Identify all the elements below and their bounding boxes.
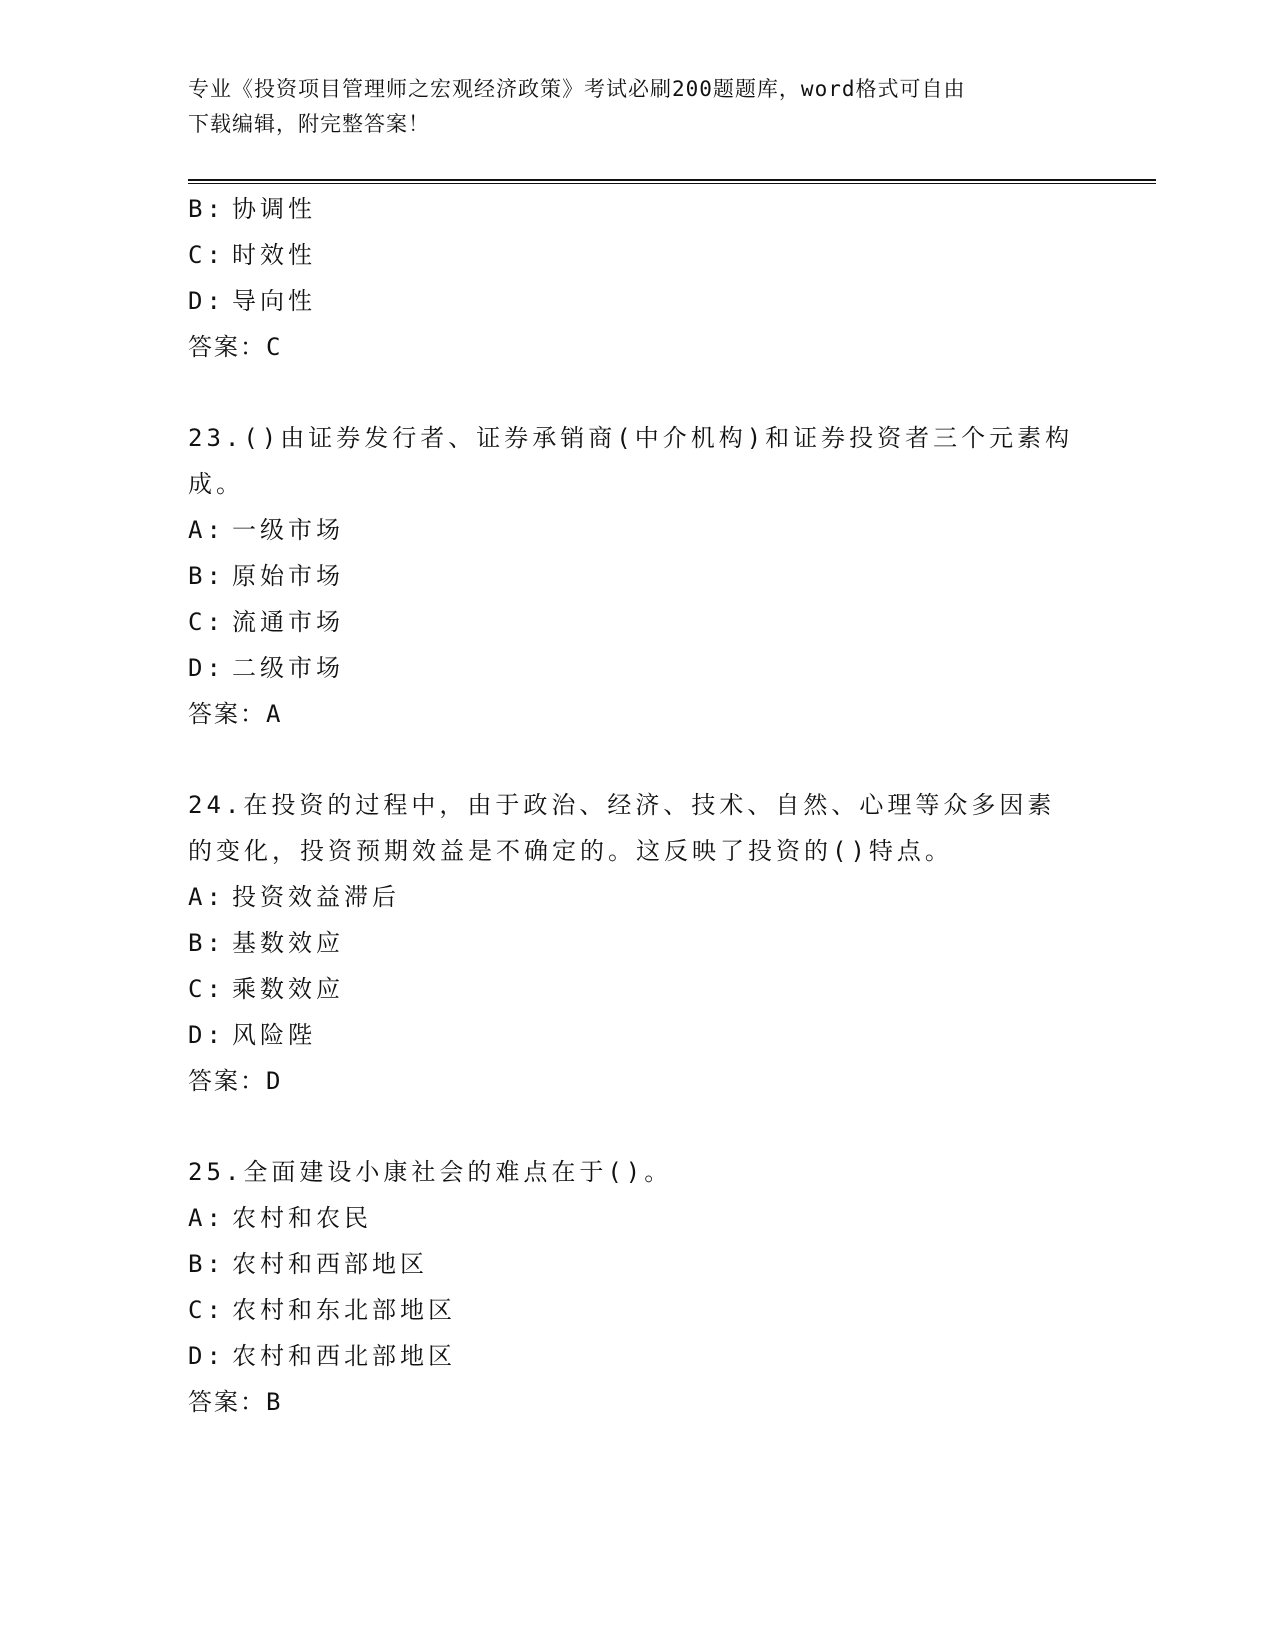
- option-text: 农村和农民: [232, 1204, 372, 1232]
- option-label: B:: [188, 562, 225, 590]
- option-a: [188, 874, 1088, 920]
- header-divider: [188, 179, 1156, 181]
- option-text: 一级市场: [232, 516, 344, 544]
- option-c: [188, 966, 1088, 1012]
- header-divider-thin: [188, 183, 1156, 184]
- option-text: 风险陛: [232, 1021, 316, 1049]
- option-a: [188, 507, 1088, 553]
- option-label: A:: [188, 1204, 225, 1232]
- option-c: [188, 599, 1088, 645]
- option-text: 乘数效应: [232, 975, 344, 1003]
- question-block-24: [188, 782, 1088, 1104]
- option-b: [188, 553, 1088, 599]
- option-label: A:: [188, 883, 225, 911]
- answer: 答案：C: [188, 333, 283, 361]
- option-text: 协调性: [232, 195, 316, 223]
- question-block-23: [188, 415, 1088, 737]
- option-b: [188, 186, 1088, 232]
- option-label: C:: [188, 241, 225, 269]
- option-label: C:: [188, 975, 225, 1003]
- option-label: B:: [188, 195, 225, 223]
- option-d: [188, 645, 1088, 691]
- answer: 答案：D: [188, 1067, 283, 1095]
- option-b: [188, 1241, 1088, 1287]
- option-text: 导向性: [232, 287, 316, 315]
- question-text: 25.全面建设小康社会的难点在于()。: [188, 1158, 673, 1186]
- spacer: [188, 1104, 1088, 1149]
- option-d: [188, 1333, 1088, 1379]
- option-label: D:: [188, 1021, 225, 1049]
- option-label: C:: [188, 608, 225, 636]
- option-text: 农村和西北部地区: [232, 1342, 456, 1370]
- option-text: 流通市场: [232, 608, 344, 636]
- question-block-22: [188, 186, 1088, 370]
- spacer: [188, 737, 1088, 782]
- answer: 答案：B: [188, 1388, 283, 1416]
- option-label: D:: [188, 1342, 225, 1370]
- option-c: [188, 1287, 1088, 1333]
- spacer: [188, 370, 1088, 415]
- answer: 答案：A: [188, 700, 283, 728]
- option-text: 基数效应: [232, 929, 344, 957]
- option-b: [188, 920, 1088, 966]
- option-label: B:: [188, 929, 225, 957]
- option-text: 原始市场: [232, 562, 344, 590]
- option-text: 时效性: [232, 241, 316, 269]
- option-d: [188, 278, 1088, 324]
- option-label: B:: [188, 1250, 225, 1278]
- question-block-25: [188, 1149, 1088, 1425]
- option-text: 农村和西部地区: [232, 1250, 428, 1278]
- option-label: A:: [188, 516, 225, 544]
- option-label: D:: [188, 287, 225, 315]
- option-a: [188, 1195, 1088, 1241]
- question-text: 23.()由证券发行者、证券承销商(中介机构)和证券投资者三个元素构成。: [188, 424, 1074, 498]
- question-list: [188, 186, 1088, 1425]
- option-label: C:: [188, 1296, 225, 1324]
- question-text: 24.在投资的过程中，由于政治、经济、技术、自然、心理等众多因素的变化，投资预期效益是不确定的。这反映了投资的()特点。: [188, 791, 1056, 865]
- option-c: [188, 232, 1088, 278]
- header-line-1: 专业《投资项目管理师之宏观经济政策》考试必刷200题题库，word格式可自由: [188, 77, 966, 101]
- option-d: [188, 1012, 1088, 1058]
- option-text: 二级市场: [232, 654, 344, 682]
- header-line-2: 下载编辑，附完整答案！: [188, 112, 430, 136]
- page-header: [188, 72, 1068, 142]
- option-label: D:: [188, 654, 225, 682]
- option-text: 投资效益滞后: [232, 883, 400, 911]
- option-text: 农村和东北部地区: [232, 1296, 456, 1324]
